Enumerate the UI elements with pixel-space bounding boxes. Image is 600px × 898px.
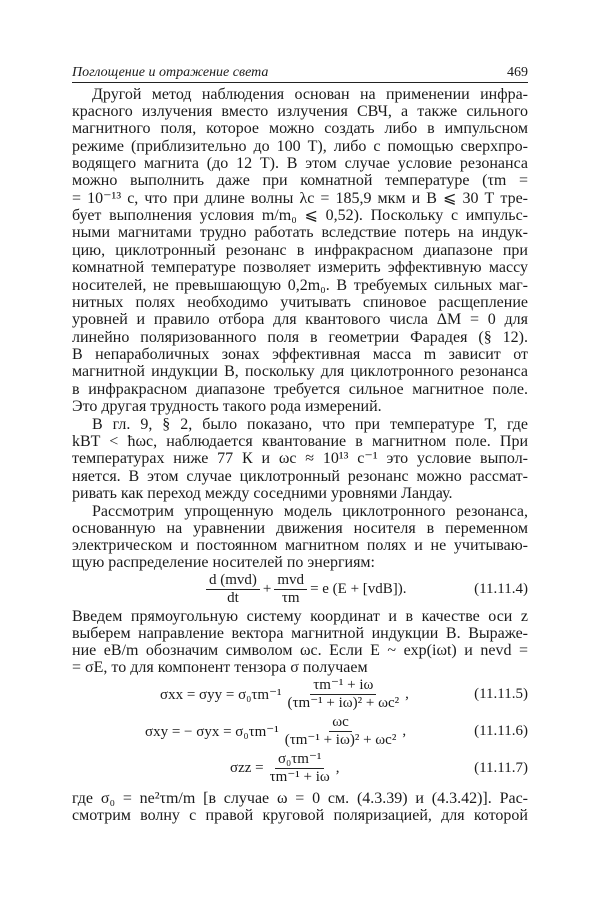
text-line: щую распределение носителей по энергиям: bbox=[72, 554, 375, 571]
text-line: можно выполнить даже при комнатной температуре (τm = bbox=[72, 172, 528, 189]
text-line: = 10⁻¹³ с, что при длине волны λc = 185,9 мкм и B ⩽ 30 Т тре- bbox=[72, 190, 528, 207]
running-header bbox=[72, 64, 528, 83]
chapter-title: Поглощение и отражение света bbox=[72, 65, 269, 80]
text-line: носителей, не превышающую 0,2m₀. В требуемых сильных маг- bbox=[72, 277, 528, 294]
eq-operator: + bbox=[262, 581, 272, 597]
text-line: электрическом и постоянном магнитном полях и не учитываю- bbox=[72, 537, 528, 554]
text-line: уровней и правило отбора для квантового числа ΔM = 0 для bbox=[72, 311, 528, 328]
text-line: ние eB/m обозначим символом ωc. Если E ~ exp(iωt) и nevd = bbox=[72, 642, 528, 659]
text-line: ривать как переход между соседними уровнями Ландау. bbox=[72, 485, 453, 502]
eq-lhs: σxx = σyy = σ₀τm⁻¹ bbox=[160, 687, 282, 703]
text-line: няется. В этом случае циклотронный резонанс можно рассмат- bbox=[72, 468, 528, 485]
equation-11-11-6 bbox=[145, 714, 406, 749]
eq-rhs: = e (E + [vdB]). bbox=[310, 581, 407, 597]
equation-number: (11.11.7) bbox=[474, 760, 528, 776]
page-number: 469 bbox=[507, 65, 528, 80]
text-line: магнитного поля, которое можно создать либо в импульсном bbox=[72, 120, 528, 137]
text-line: режиме (приблизительно до 100 Т), либо с помощью сверхпро- bbox=[72, 138, 528, 155]
text-line: = σE, то для компонент тензора σ получаем bbox=[72, 659, 368, 676]
eq-numerator: d (mvd) bbox=[206, 572, 260, 590]
eq-denominator: τm bbox=[281, 590, 300, 606]
eq-comma: , bbox=[335, 760, 340, 776]
equation-11-11-5 bbox=[160, 677, 409, 712]
text-line: где σ₀ = ne²τm/m [в случае ω = 0 см. (4.3.39) и (4.3.42)]. Рас- bbox=[72, 790, 528, 807]
eq-denominator: dt bbox=[227, 590, 239, 606]
eq-numerator: ωc bbox=[329, 714, 352, 732]
text-line: kBT < ħωc, наблюдается квантование в магнитном поле. При bbox=[72, 433, 528, 450]
text-line: ными магнитами трудно работать вследствие потерь на индук- bbox=[72, 224, 528, 241]
text-line: цию, циклотронный резонанс в инфракрасном диапазоне при bbox=[72, 242, 528, 259]
text-line: смотрим волну с правой круговой поляризацией, для которой bbox=[72, 807, 528, 824]
equation-11-11-4 bbox=[203, 572, 407, 607]
text-line: Введем прямоугольную систему координат и в качестве оси z bbox=[72, 608, 528, 625]
text-line: комнатной температуре позволяет измерить эффективную массу bbox=[72, 259, 528, 276]
text-line: линейно поляризованного поля в геометрии Фарадея (§ 12). bbox=[72, 329, 528, 346]
text-line: водящего магнита (до 12 Т). В этом случае условие резонанса bbox=[72, 155, 528, 172]
equation-11-11-7 bbox=[230, 751, 340, 786]
text-line: в инфракрасном диапазоне требуется сильное магнитное поле. bbox=[72, 381, 528, 398]
text-line: В гл. 9, § 2, было показано, что при температуре T, где bbox=[92, 416, 528, 433]
text-line: В непараболичных зонах эффективная масса m зависит от bbox=[72, 346, 529, 363]
equation-number: (11.11.6) bbox=[474, 723, 528, 739]
eq-denominator: τm⁻¹ + iω bbox=[269, 769, 330, 785]
eq-denominator: (τm⁻¹ + iω)² + ωc² bbox=[284, 732, 397, 748]
text-line: нитных полях необходимо учитывать спиновое расщепление bbox=[72, 294, 528, 311]
eq-denominator: (τm⁻¹ + iω)² + ωc² bbox=[287, 695, 400, 711]
text-line: Рассмотрим упрощенную модель циклотронного резонанса, bbox=[92, 503, 528, 520]
eq-comma: , bbox=[402, 723, 407, 739]
text-line: Это другая трудность такого рода измерений. bbox=[72, 398, 382, 415]
equation-number: (11.11.4) bbox=[474, 581, 528, 597]
equation-number: (11.11.5) bbox=[474, 686, 528, 702]
eq-numerator: mvd bbox=[274, 572, 307, 590]
eq-numerator: τm⁻¹ + iω bbox=[310, 677, 376, 695]
text-line: выберем направление вектора магнитной индукции B. Выраже- bbox=[72, 625, 528, 642]
text-line: Другой метод наблюдения основан на применении инфра- bbox=[92, 86, 528, 103]
eq-comma: , bbox=[405, 686, 409, 702]
eq-lhs: σxy = − σyx = σ₀τm⁻¹ bbox=[145, 724, 279, 740]
text-line: основанную на уравнении движения носителя в переменном bbox=[72, 520, 528, 537]
eq-lhs: σzz = bbox=[230, 760, 264, 776]
text-line: магнитной индукции B, поскольку для циклотронного резонанса bbox=[72, 363, 528, 380]
eq-numerator: σ₀τm⁻¹ bbox=[275, 751, 324, 769]
text-line: красного излучения вместо излучения СВЧ, а также сильного bbox=[72, 103, 528, 120]
text-line: температурах ниже 77 К и ωc ≈ 10¹³ с⁻¹ это условие выпол- bbox=[72, 450, 528, 467]
text-line: бует выполнения условия m/m₀ ⩽ 0,52). Поскольку с импульс- bbox=[72, 207, 528, 224]
